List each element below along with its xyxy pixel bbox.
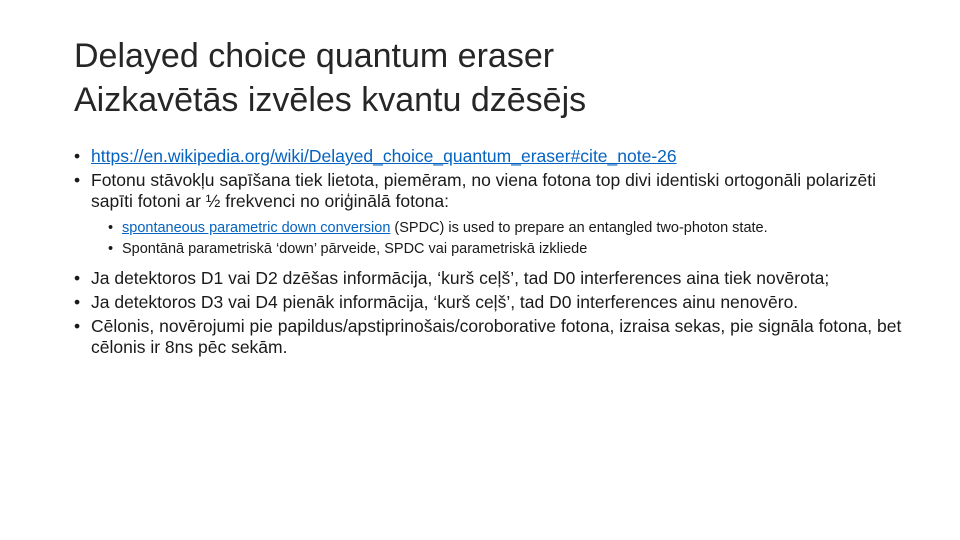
bullet-d3-d4	[74, 292, 904, 313]
title-line-latvian: Aizkavētās izvēles kvantu dzēsējs	[74, 81, 587, 119]
slide-title	[74, 34, 914, 122]
wikipedia-link[interactable]: https://en.wikipedia.org/wiki/Delayed_choice_quantum_eraser#cite_note-26	[91, 146, 677, 166]
slide-body	[74, 146, 904, 361]
spdc-link[interactable]: spontaneous parametric down conversion	[122, 220, 391, 236]
bullet-d1-d2	[74, 268, 904, 289]
sub-bullet-text: Spontānā parametriskā ‘down’ pārveide, SPDC vai parametriskā izkliede	[122, 241, 588, 257]
bullet-wikipedia-link	[74, 146, 904, 167]
title-line-english: Delayed choice quantum eraser	[74, 37, 555, 75]
bullet-list	[74, 146, 904, 358]
bullet-text: Cēlonis, novērojumi pie papildus/apstiprinošais/coroborative fotona, izraisa sekas, pie signāla fotona, bet cēlonis ir 8ns pēc sekām.	[91, 316, 902, 357]
sub-bullet-text: (SPDC) is used to prepare an entangled two-photon state.	[390, 220, 768, 236]
bullet-text: Fotonu stāvokļu sapīšana tiek lietota, piemēram, no viena fotona top divi identiski ortogonāli polarizēti sapīti fotoni ar ½ frekvenci no oriģinālā fotona:	[91, 170, 877, 211]
bullet-text: Ja detektoros D1 vai D2 dzēšas informācija, ‘kurš ceļš’, tad D0 interferences aina tiek novērota;	[91, 268, 830, 288]
sub-bullet-list	[91, 220, 904, 258]
bullet-entanglement	[74, 170, 904, 258]
sub-bullet-spdc-lv	[108, 241, 904, 258]
bullet-text: Ja detektoros D3 vai D4 pienāk informācija, ‘kurš ceļš’, tad D0 interferences ainu nenovēro.	[91, 292, 799, 312]
bullet-cause	[74, 316, 904, 358]
sub-bullet-spdc-en	[108, 220, 904, 237]
